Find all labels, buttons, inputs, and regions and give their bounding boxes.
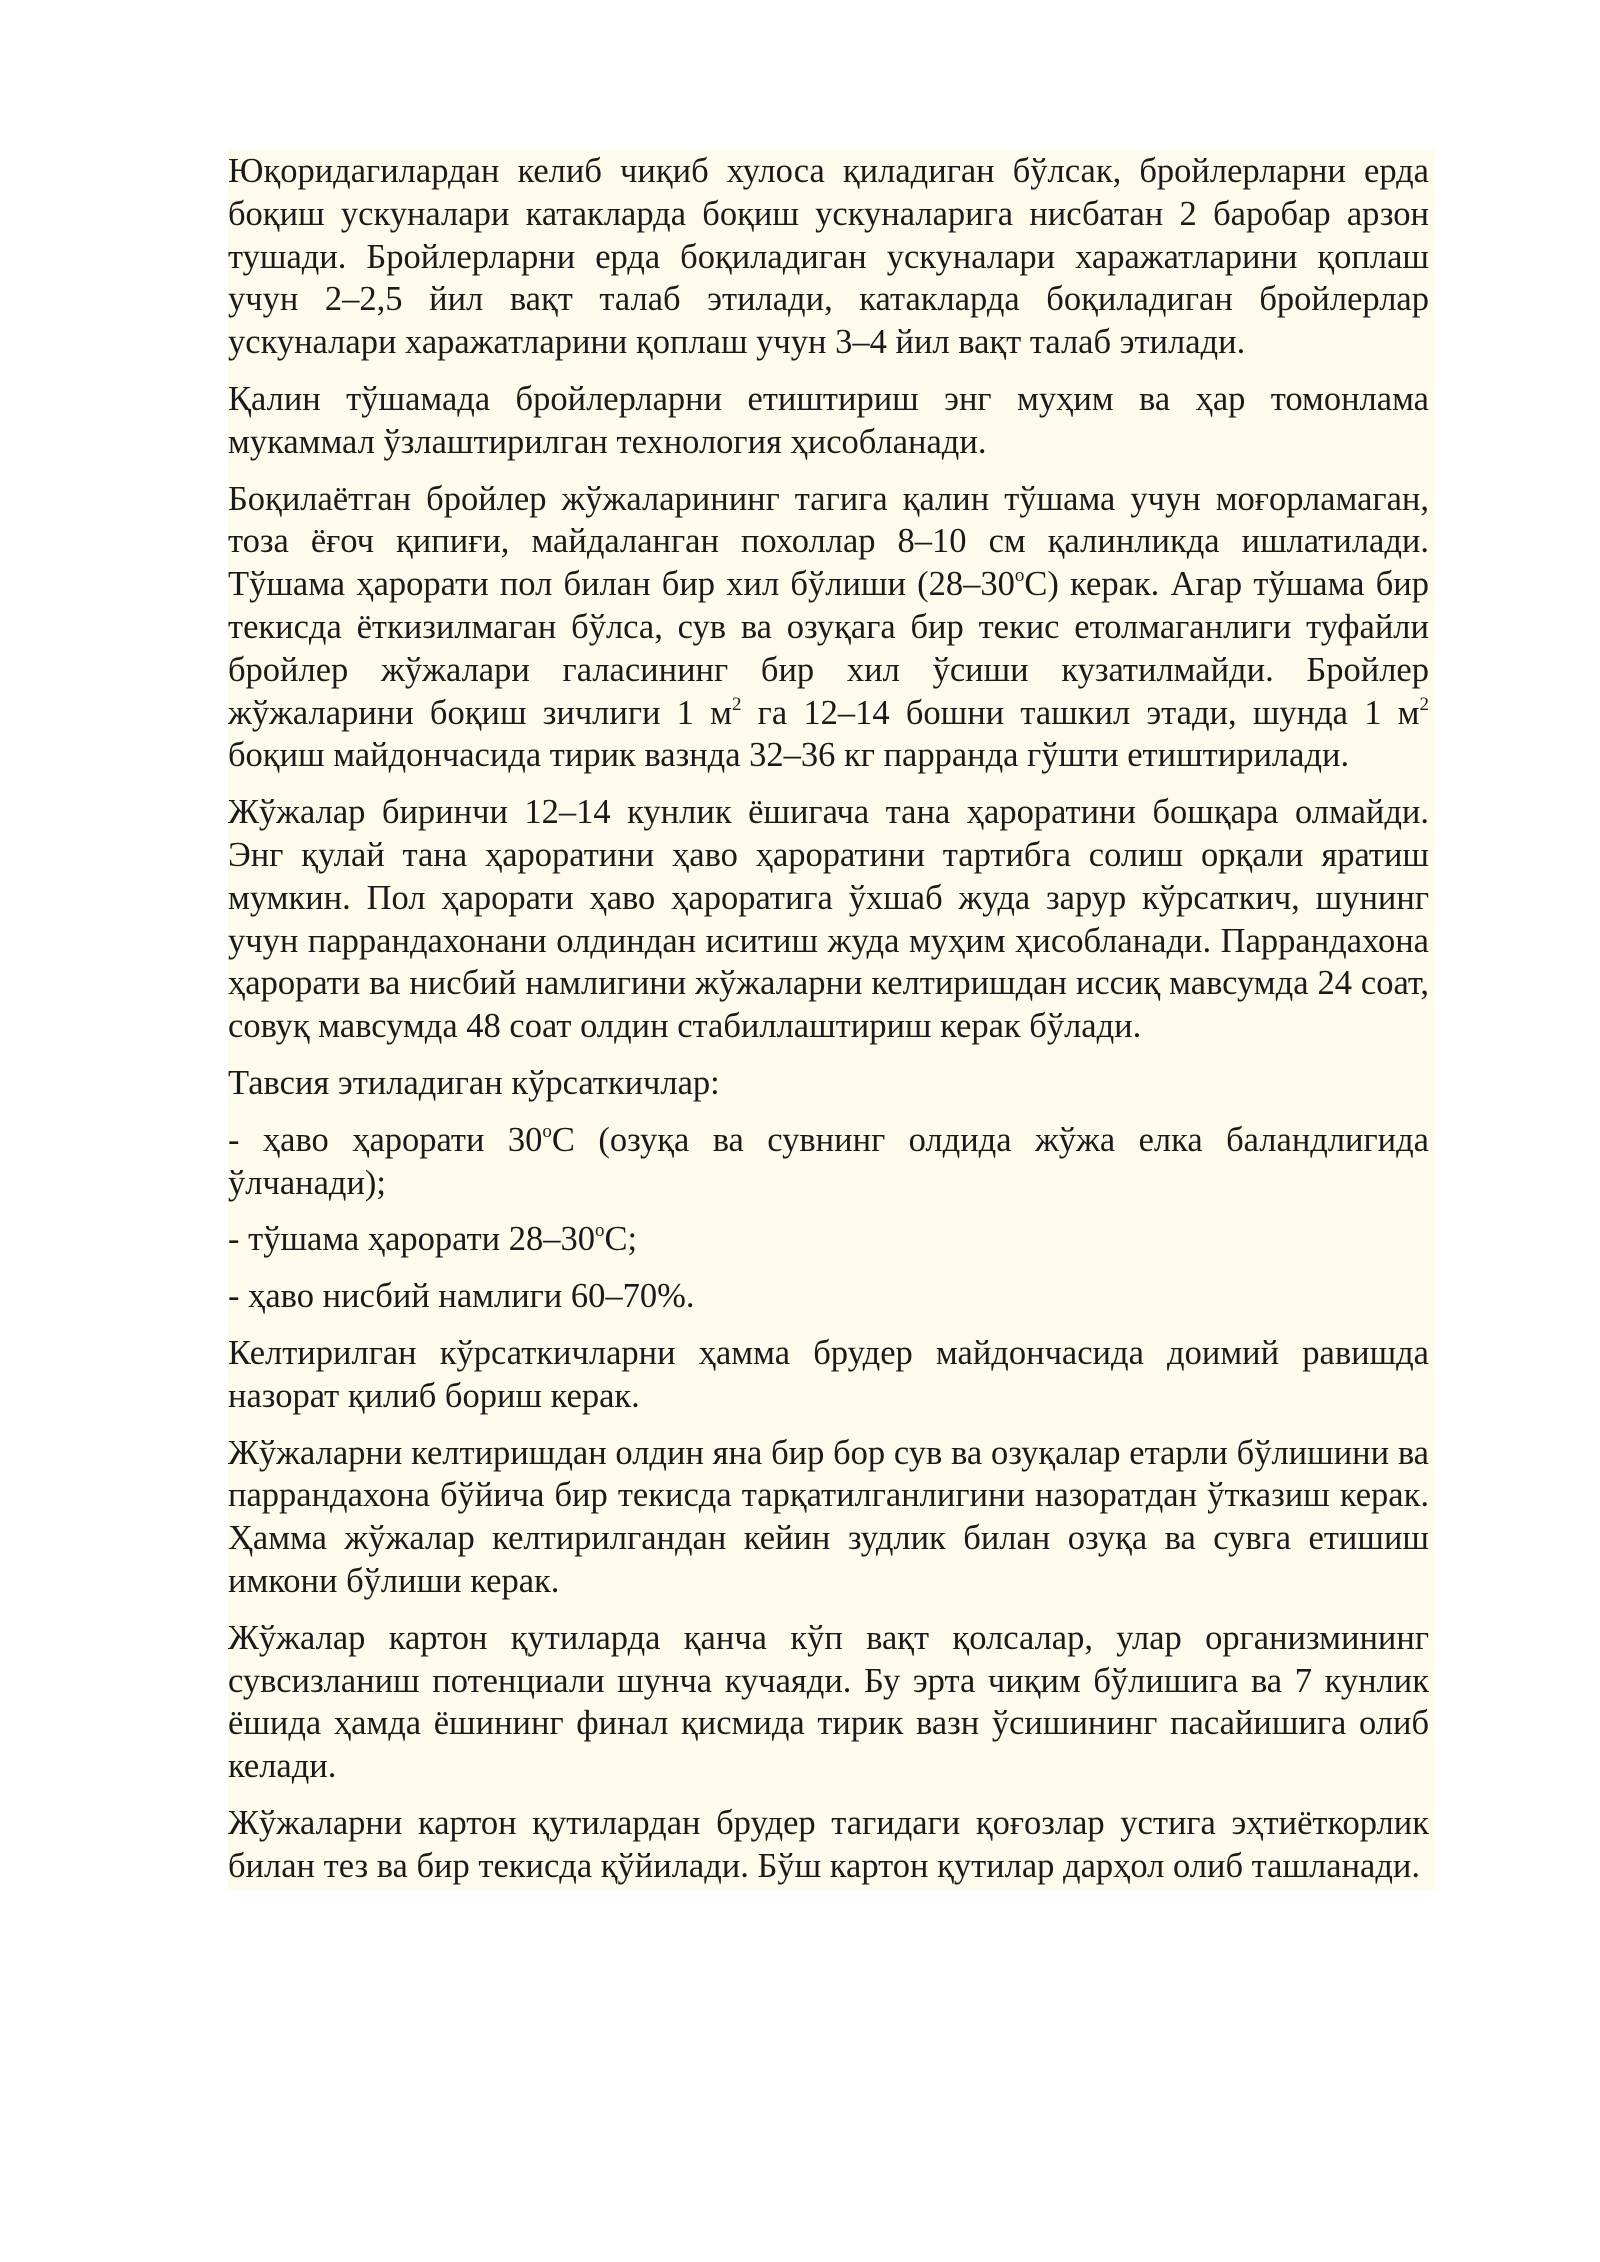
degree-sign: о	[542, 1120, 552, 1142]
paragraph-12: Жўжаларни картон қутилардан брудер тагидаги қоғозлар устига эҳтиёткорлик билан тез ва бир текисда қўйилади. Бўш картон қутилар дарҳол олиб ташланади.	[228, 1803, 1429, 1885]
list-item-text-b: С (озуқа ва сувнинг олдида жўжа елка баландлигида ўлчанади);	[228, 1120, 1429, 1202]
degree-sign: о	[1014, 564, 1025, 586]
paragraph-10: Жўжаларни келтиришдан олдин яна бир бор сув ва озуқалар етарли бўлишини ва паррандахона бўйича бир текисда тарқатилганлигини назоратдан ўтказиш керак. Ҳамма жўжалар келтирилгандан кейин зудлик билан озуқа ва сувга етишиш имкони бўлиши керак.	[228, 1433, 1429, 1600]
paragraph-9: Келтирилган кўрсаткичларни ҳамма брудер майдончасида доимий равишда назорат қилиб бориш керак.	[228, 1333, 1429, 1415]
list-item-text-a: - ҳаво ҳарорати 30	[228, 1120, 543, 1159]
recommendations-heading: Тавсия этиладиган кўрсаткичлар:	[228, 1063, 720, 1102]
paragraph-1: Юқоридагилардан келиб чиқиб хулоса қиладиган бўлсак, бройлерларни ерда боқиш ускуналари катакларда боқиш ускуналарига нисбатан 2 баробар арзон тушади. Бройлерларни ерда боқиладиган ускуналари харажатларини қоплаш учун 2–2,5 йил вақт талаб этилади, катакларда боқиладиган бройлерлар ускуналари харажатларини қоплаш учун 3–4 йил вақт талаб этилади.	[228, 152, 1429, 362]
list-item-humidity: - ҳаво нисбий намлиги 60–70%.	[228, 1277, 695, 1316]
paragraph-3	[228, 478, 1429, 778]
paragraph-2: Қалин тўшамада бройлерларни етиштириш энг муҳим ва ҳар томонлама мукаммал ўзлаштирилган технология ҳисобланади.	[228, 379, 1429, 461]
list-item-litter-temperature	[228, 1218, 1429, 1261]
paragraph-3-text-d: боқиш майдончасида тирик вазнда 32–36 кг парранда гўшти етиштирилади.	[228, 736, 1350, 775]
list-item-text-b: С;	[604, 1220, 638, 1259]
list-item-air-temperature	[228, 1119, 1429, 1205]
square-superscript: 2	[731, 693, 742, 715]
square-superscript: 2	[1419, 693, 1429, 715]
text-body	[228, 150, 1435, 1891]
paragraph-4: Жўжалар биринчи 12–14 кунлик ёшигача тана ҳароратини бошқара олмайди. Энг қулай тана ҳароратини ҳаво ҳароратини тартибга солиш орқали яратиш мумкин. Пол ҳарорати ҳаво ҳароратига ўхшаб жуда зарур кўрсаткич, шунинг учун паррандахонани олдиндан иситиш жуда муҳим ҳисобланади. Паррандахона ҳарорати ва нисбий намлигини жўжаларни келтиришдан иссиқ мавсумда 24 соат, совуқ мавсумда 48 соат олдин стабиллаштириш керак бўлади.	[228, 793, 1429, 1046]
paragraph-11: Жўжалар картон қутиларда қанча кўп вақт қолсалар, улар организмининг сувсизланиш потенциали шунча кучаяди. Бу эрта чиқим бўлишига ва 7 кунлик ёшида ҳамда ёшининг финал қисмида тирик вазн ўсишининг пасайишига олиб келади.	[228, 1618, 1429, 1786]
paragraph-3-text-b: С) керак. Агар тўшама бир текисда ёткизилмаган бўлса, сув ва озуқага бир текис етолмаганлиги туфайли бройлер жўжалари галасининг бир хил ўсиши кузатилмайди. Бройлер жўжаларини боқиш зичлиги 1 м	[228, 565, 1429, 732]
paragraph-3-text-a: Боқилаётган бройлер жўжаларининг тагига қалин тўшама учун моғорламаган, тоза ёғоч қипиғи, майдаланган похоллар 8–10 см қалинликда ишлатилади. Тўшама ҳарорати пол билан бир хил бўлиши (28–30	[228, 479, 1429, 604]
paragraph-3-text-c: га 12–14 бошни ташкил этади, шунда 1 м	[741, 693, 1420, 732]
degree-sign: о	[595, 1220, 605, 1242]
list-item-text-a: - тўшама ҳарорати 28–30	[228, 1220, 596, 1259]
